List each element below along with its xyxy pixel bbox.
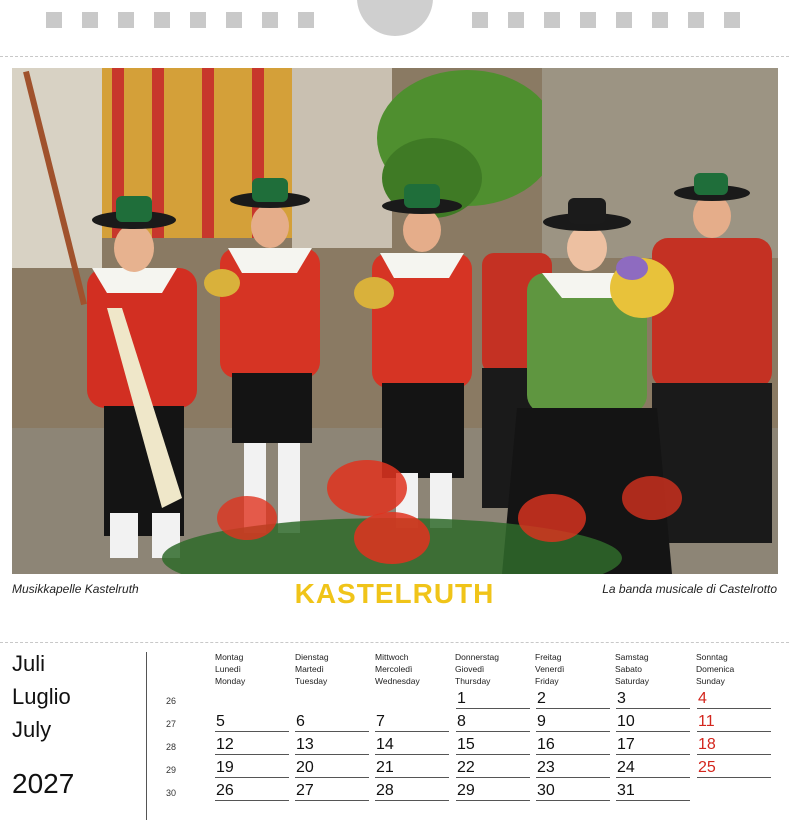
band-photo (12, 68, 778, 574)
binding-strip (0, 0, 789, 56)
date-cell: 17 (616, 735, 690, 755)
punch-hole (508, 12, 524, 28)
punch-hole (724, 12, 740, 28)
date-cell: 14 (375, 735, 449, 755)
date-cell: 5 (215, 712, 289, 732)
year-label: 2027 (12, 768, 75, 799)
date-cell: 26 (215, 781, 289, 801)
date-cell-sunday: 4 (697, 689, 771, 709)
punch-hole (298, 12, 314, 28)
date-cell: 1 (456, 689, 530, 709)
weekday-header-tuesday: Dienstag Martedì Tuesday (295, 652, 329, 686)
weekday-header-sunday: Sonntag Domenica Sunday (696, 652, 735, 686)
date-cell: 24 (616, 758, 690, 778)
photo-caption-right: La banda musicale di Castelrotto (602, 582, 777, 596)
month-label-de: Juli (12, 651, 46, 676)
punch-hole (616, 12, 632, 28)
punch-hole (652, 12, 668, 28)
date-cell: 6 (295, 712, 369, 732)
punch-hole (82, 12, 98, 28)
date-cell: 8 (456, 712, 530, 732)
weekday-header-thursday: Donnerstag Giovedì Thursday (455, 652, 499, 686)
perforation-line (0, 642, 789, 643)
calendar-divider (146, 652, 147, 820)
weekday-header-wednesday: Mittwoch Mercoledì Wednesday (375, 652, 420, 686)
punch-hole (154, 12, 170, 28)
month-label-en: July (12, 717, 52, 742)
week-number: 26 (166, 696, 177, 706)
date-cell: 20 (295, 758, 369, 778)
date-cell: 23 (536, 758, 610, 778)
date-cell: 19 (215, 758, 289, 778)
hanger-ring (357, 0, 433, 36)
date-cell: 9 (536, 712, 610, 732)
date-cell: 12 (215, 735, 289, 755)
weekday-header-monday: Montag Lunedì Monday (215, 652, 246, 686)
punch-hole (262, 12, 278, 28)
date-cell: 2 (536, 689, 610, 709)
date-cell: 21 (375, 758, 449, 778)
punch-hole (118, 12, 134, 28)
date-cell: 15 (456, 735, 530, 755)
punch-hole (226, 12, 242, 28)
date-cell-sunday: 11 (697, 712, 771, 732)
punch-hole (190, 12, 206, 28)
date-cell: 16 (536, 735, 610, 755)
date-cell: 13 (295, 735, 369, 755)
punch-hole (46, 12, 62, 28)
weekday-header-friday: Freitag Venerdì Friday (535, 652, 565, 686)
date-cell-sunday: 25 (697, 758, 771, 778)
week-number: 29 (166, 765, 177, 775)
punch-hole (544, 12, 560, 28)
date-cell: 10 (616, 712, 690, 732)
place-title: KASTELRUTH (294, 578, 495, 609)
date-cell: 29 (456, 781, 530, 801)
week-number: 30 (166, 788, 177, 798)
month-label-it: Luglio (12, 684, 71, 709)
punch-hole (472, 12, 488, 28)
date-cell: 28 (375, 781, 449, 801)
perforation-line (0, 56, 789, 57)
date-cell: 27 (295, 781, 369, 801)
week-number: 27 (166, 719, 177, 729)
week-number: 28 (166, 742, 177, 752)
date-cell: 31 (616, 781, 690, 801)
weekday-header-saturday: Samstag Sabato Saturday (615, 652, 650, 686)
date-cell-sunday: 18 (697, 735, 771, 755)
punch-hole (688, 12, 704, 28)
date-cell: 7 (375, 712, 449, 732)
date-cell: 22 (456, 758, 530, 778)
date-cell: 3 (616, 689, 690, 709)
date-cell: 30 (536, 781, 610, 801)
punch-hole (580, 12, 596, 28)
photo-caption-left: Musikkapelle Kastelruth (12, 582, 139, 596)
